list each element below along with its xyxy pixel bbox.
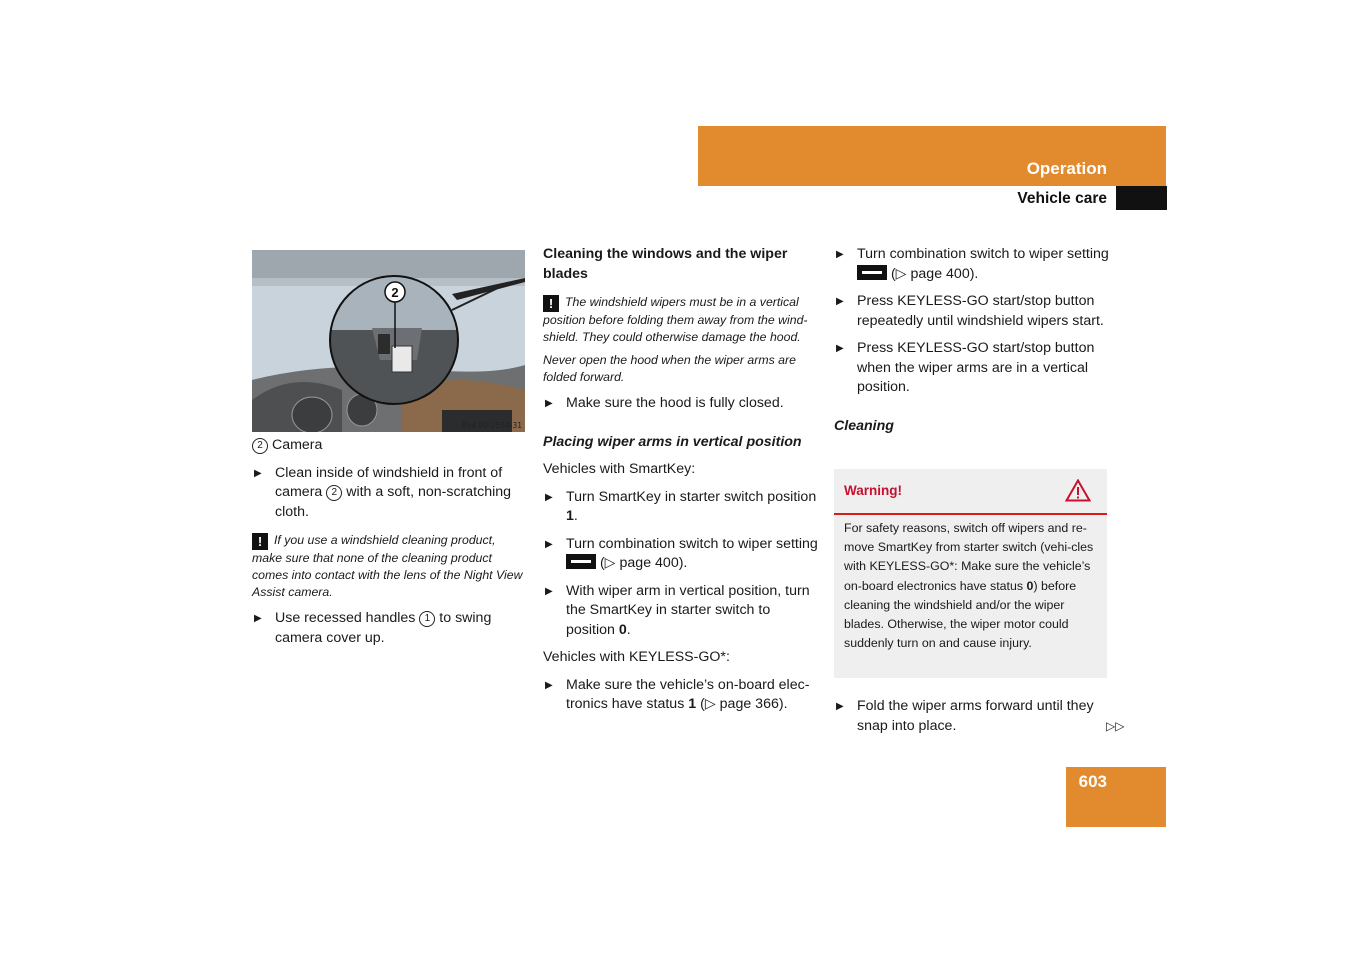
subheading: Cleaning bbox=[834, 417, 894, 434]
warning-header bbox=[834, 469, 1107, 515]
figure-caption: 2 Camera bbox=[252, 436, 527, 456]
bullet-arrow-icon: ▶ bbox=[545, 538, 553, 550]
wiper-setting-icon bbox=[566, 554, 596, 569]
bullet-arrow-icon: ▶ bbox=[836, 249, 844, 260]
intro-text: Vehicles with SmartKey: bbox=[543, 461, 696, 477]
column-right bbox=[834, 245, 1110, 436]
wiper-setting-icon bbox=[857, 265, 887, 280]
bullet-arrow-icon: ▶ bbox=[545, 585, 553, 597]
instruction-step: ▶ Turn SmartKey in starter switch position 1. bbox=[545, 488, 817, 524]
exclamation-icon: ! bbox=[252, 533, 268, 550]
bullet-arrow-icon: ▶ bbox=[254, 467, 262, 479]
subsection-title: Vehicle care bbox=[1017, 190, 1107, 207]
bullet-arrow-icon: ▶ bbox=[545, 491, 553, 503]
instruction-step: ▶ Make sure the vehicle’s on-board elec-tronics have status 1 (▷ page 366). bbox=[545, 676, 810, 712]
figure-callout: 2 bbox=[391, 285, 399, 300]
section-title: Operation bbox=[1026, 159, 1107, 178]
caution-note-extra: Never open the hood when the wiper arms are folded forward. bbox=[543, 353, 796, 384]
instruction-step: ▶ Turn combination switch to wiper setting (▷ page 400). bbox=[545, 535, 818, 571]
callout-marker: 2 bbox=[326, 485, 342, 501]
bullet-arrow-icon: ▶ bbox=[254, 613, 262, 624]
intro-text: Vehicles with KEYLESS-GO*: bbox=[543, 649, 730, 665]
bullet-arrow-icon: ▶ bbox=[545, 679, 553, 691]
instruction-step: ▶ Use recessed handles 1 to swing camera cover up. bbox=[254, 610, 492, 646]
warning-title: Warning! bbox=[844, 483, 902, 498]
page-number: 603 bbox=[1078, 772, 1107, 791]
column-middle bbox=[543, 245, 819, 715]
caution-note: ! The windshield wipers must be in a vertical position before folding them away from the wind-shield. They could otherwise damage the hood. bbox=[543, 295, 808, 344]
bullet-arrow-icon: ▶ bbox=[836, 343, 844, 354]
final-step-block bbox=[834, 697, 1110, 736]
warning-triangle-icon bbox=[1065, 479, 1091, 507]
continue-marker: ▷▷ bbox=[1106, 719, 1125, 733]
subheading: Placing wiper arms in vertical position bbox=[543, 433, 802, 450]
instruction-step: ▶ Make sure the hood is fully closed. bbox=[543, 394, 819, 414]
instruction-step: ▶ With wiper arm in vertical position, turn the SmartKey in starter switch to position 0. bbox=[545, 582, 810, 638]
callout-marker: 2 bbox=[252, 438, 268, 454]
bullet-arrow-icon: ▶ bbox=[836, 296, 844, 307]
figure-code: P54.00-2594-31 bbox=[461, 421, 522, 430]
bullet-arrow-icon: ▶ bbox=[545, 398, 553, 409]
warning-box bbox=[834, 469, 1107, 678]
camera-illustration bbox=[252, 250, 525, 432]
callout-marker: 1 bbox=[419, 611, 435, 627]
instruction-step: ▶ Clean inside of windshield in front of camera 2 with a soft, non-scratching cloth. bbox=[254, 464, 512, 520]
bullet-arrow-icon: ▶ bbox=[836, 701, 844, 712]
caution-note: ! If you use a windshield cleaning product, make sure that none of the cleaning product comes into contact with the lens of the Night View Assist camera. bbox=[252, 533, 523, 599]
section-heading: Cleaning the windows and the wiper blades bbox=[543, 246, 788, 282]
column-left bbox=[252, 436, 527, 648]
warning-text: For safety reasons, switch off wipers and re-move SmartKey from starter switch (vehi-cles with KEYLESS-GO*: Make sure the vehicle’s on-board electronics have status 0) before cleaning the windshield and/or the wiper blades. Otherwise, the wiper motor could suddenly turn on and cause injury. bbox=[844, 521, 1094, 651]
instruction-step: ▶ Press KEYLESS-GO start/stop button repeatedly until windshield wipers start. bbox=[836, 293, 1104, 329]
instruction-step: ▶ Press KEYLESS-GO start/stop button when the wiper arms are in a vertical position. bbox=[836, 340, 1095, 395]
exclamation-icon: ! bbox=[543, 295, 559, 312]
instruction-step: ▶ Turn combination switch to wiper setting (▷ page 400). bbox=[836, 246, 1109, 282]
instruction-step: ▶ Fold the wiper arms forward until they snap into place. bbox=[836, 698, 1094, 734]
header-tab bbox=[1116, 186, 1167, 210]
